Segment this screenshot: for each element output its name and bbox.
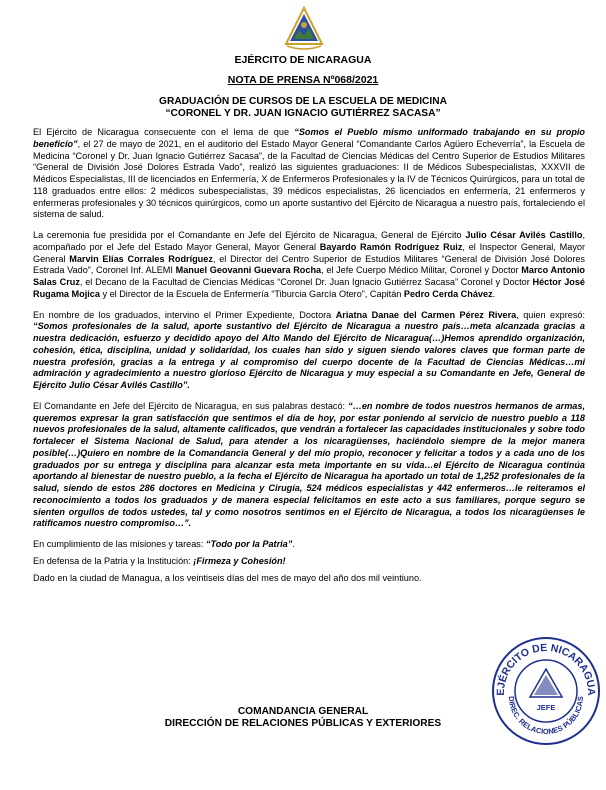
text-run: , el 27 de mayo de 2021, en el auditorio del Estado Mayor General “Comandante Carlos Agüero Echeverría”, la Escuela de Medicina “Coronel y Dr. Juan Ignacio Gutiérrez Sacasa”, de la Facultad de Ciencias Médicas del Centro Superior de Estudios Militares “General de División José Dolores Estrada Vado”, realizó las siguientes graduaciones: II de Médicos Subespecialistas, XXXVII de Médicos Especialistas, III de licenciados en Enfermería, X de Enfermeros Profesionales y la IV de Técnicos Quirúrgicos, para un total de 118 graduados entre ellos: 2 médicos subespecialistas, 39 médicos especialistas, 26 licenciados en enfermería, 21 enfermeros y enfermeras profesionales y 30 técnicos quirúrgicos, como un aporte sustantivo del Ejército de Nicaragua a nuestro país, fortaleciendo el sistema de salud. (33, 138, 585, 220)
text-run: En nombre de los graduados, intervino el Primer Expediente, Doctora (33, 309, 336, 320)
text-run: y el Director de la Escuela de Enfermería “Tiburcia García Otero”, Capitán (99, 288, 404, 299)
text-run: “Somos profesionales de la salud, aporte sustantivo del Ejército de Nicaragua a nuestro país…meta alcanzada gracias a nuestra dedicación, esfuerzo y decidido apoyo del Alto Mando del Ejército de Nicaragua(…)Hemos aprendido organización, cohesión, ética, disciplina, unidad y solidaridad, los cuales han sido y siguen siendo valores claves que forman parte de nuestra profesión, gracias a la entrega y al compromiso del cuerpo docente de la Facultad de Ciencias Médicas…mi admiración y agradecimiento a nuestro glorioso Ejército de Nicaragua y muy especial a su Comandante en Jefe, General de Ejército Julio César Avilés Castillo”. (33, 321, 585, 390)
text-run: Julio César Avilés Castillo (465, 230, 583, 240)
paragraph-motto-1 (33, 539, 585, 551)
text-run: , quien expresó: (516, 309, 586, 320)
press-note-number: NOTA DE PRENSA Nº068/2021 (227, 74, 379, 86)
organization-name: EJÉRCITO DE NICARAGUA (234, 54, 372, 66)
text-run: “Todo por la Patria” (205, 539, 293, 549)
official-stamp-seal (487, 633, 605, 747)
paragraph-commander-speech (33, 401, 585, 530)
text-run: “Somos el Pueblo mismo uniformado trabajando en su propio beneficio” (33, 127, 586, 149)
text-run: El Comandante en Jefe del Ejército de Nicaragua, en sus palabras destacó: (33, 400, 349, 411)
text-run: ¡Firmeza y Cohesión! (193, 555, 286, 566)
text-run: El Ejército de Nicaragua consecuente con el lema de que (33, 127, 295, 137)
text-run: , el Inspector General, Mayor General (33, 241, 585, 264)
svg-text:DIREC. RELACIONES PÚBLICAS (507, 696, 585, 736)
text-run: Dado en la ciudad de Managua, a los veintiseis días del mes de mayo del año dos mil veintiuno. (33, 572, 422, 583)
text-run: . (292, 539, 295, 549)
press-release-body (33, 127, 585, 589)
coat-of-arms-icon (283, 6, 325, 50)
paragraph-graduate-speech (33, 310, 585, 392)
text-run: Pedro Cerda Chávez (403, 288, 493, 299)
text-run: Ariatna Danae del Carmen Pérez Rivera (335, 309, 517, 320)
stamp-center-text: JEFE (536, 703, 556, 712)
stamp-bottom-text: DIREC. RELACIONES PÚBLICAS (506, 695, 586, 737)
text-run: Marco Antonio Salas Cruz (33, 265, 585, 287)
text-run: . (492, 288, 496, 299)
text-run: En defensa de la Patria y la Institución: (33, 555, 194, 566)
text-run: Marvin Elías Corrales Rodríguez (69, 253, 213, 264)
text-run: , el Decano de la Facultad de Ciencias Médicas “Coronel Dr. Juan Ignacio Gutiérrez Sacasa” Coronel y Doctor (79, 277, 533, 287)
text-run: Héctor José Rugama Mojica (33, 277, 585, 299)
paragraph-intro (33, 127, 585, 221)
text-run: “…en nombre de todos nuestros hermanos de armas, queremos expresar la gran satisfacción que sentimos el día de hoy, por estar poniendo al servicio de nuestro pueblo a 118 nuevos profesionales de la salud, altamente calificados, que vendrán a fortalecer las capacidades institucionales y sobre todo fortalecer el Sistema Nacional de Salud, para atender a los nicaragüenses, haciéndolo siempre de la mejor manera posible(…)Quiero en nombre de la Comandancia General y del mío propio, reconocer y felicitar a todos y a cada uno de los graduados por su entrega y disciplina para alcanzar esta meta importante en su vida…el Ejército de Nicaragua continúa aportando al bienestar de nuestro pueblo, a la fecha el Ejército de Nicaragua ha aportado un total de 1,252 profesionales de la salud, siendo de estos 286 doctores en Medicina y Cirugía, 524 médicos especialistas y 442 enfermeros…le reiteramos el reconocimiento a todos los graduados y de manera especial felicitamos en este acto a sus familiares, porque seguro se sienten orgullos de todos ustedes, tal y como nosotros sentimos en el Ejército de Nicaragua, a todos los nicaragüenses le ratificamos nuestro compromiso…”. (33, 400, 585, 529)
text-run: , acompañado por el Jefe del Estado Mayor General, Mayor General (33, 230, 585, 252)
text-run: Bayardo Ramón Rodríguez Ruiz (319, 241, 463, 252)
stamp-top-text: EJÉRCITO DE NICARAGUA (494, 641, 598, 696)
paragraph-ceremony (33, 230, 585, 301)
text-run: En cumplimiento de las misiones y tareas: (33, 539, 206, 549)
text-run: Manuel Geovanni Guevara Rocha (175, 265, 322, 276)
signature-line-1: COMANDANCIA GENERAL (237, 706, 369, 717)
signature-line-2: DIRECCIÓN DE RELACIONES PÚBLICAS Y EXTERIORES (164, 718, 442, 729)
text-run: La ceremonia fue presidida por el Comandante en Jefe del Ejército de Nicaragua, General de Ejército (33, 230, 466, 240)
headline-line-2: “CORONEL Y DR. JUAN IGNACIO GUTIÉRREZ SACASA” (165, 108, 441, 119)
headline-line-1: GRADUACIÓN DE CURSOS DE LA ESCUELA DE MEDICINA (159, 96, 447, 107)
text-run: , el Director del Centro Superior de Estudios Militares “General de División José Dolores Estrada Vado”, Coronel Inf. ALEMI (33, 253, 585, 276)
paragraph-motto-2 (33, 556, 585, 568)
text-run: , el Jefe Cuerpo Médico Militar, Coronel y Doctor (321, 265, 522, 276)
paragraph-date (33, 573, 585, 585)
